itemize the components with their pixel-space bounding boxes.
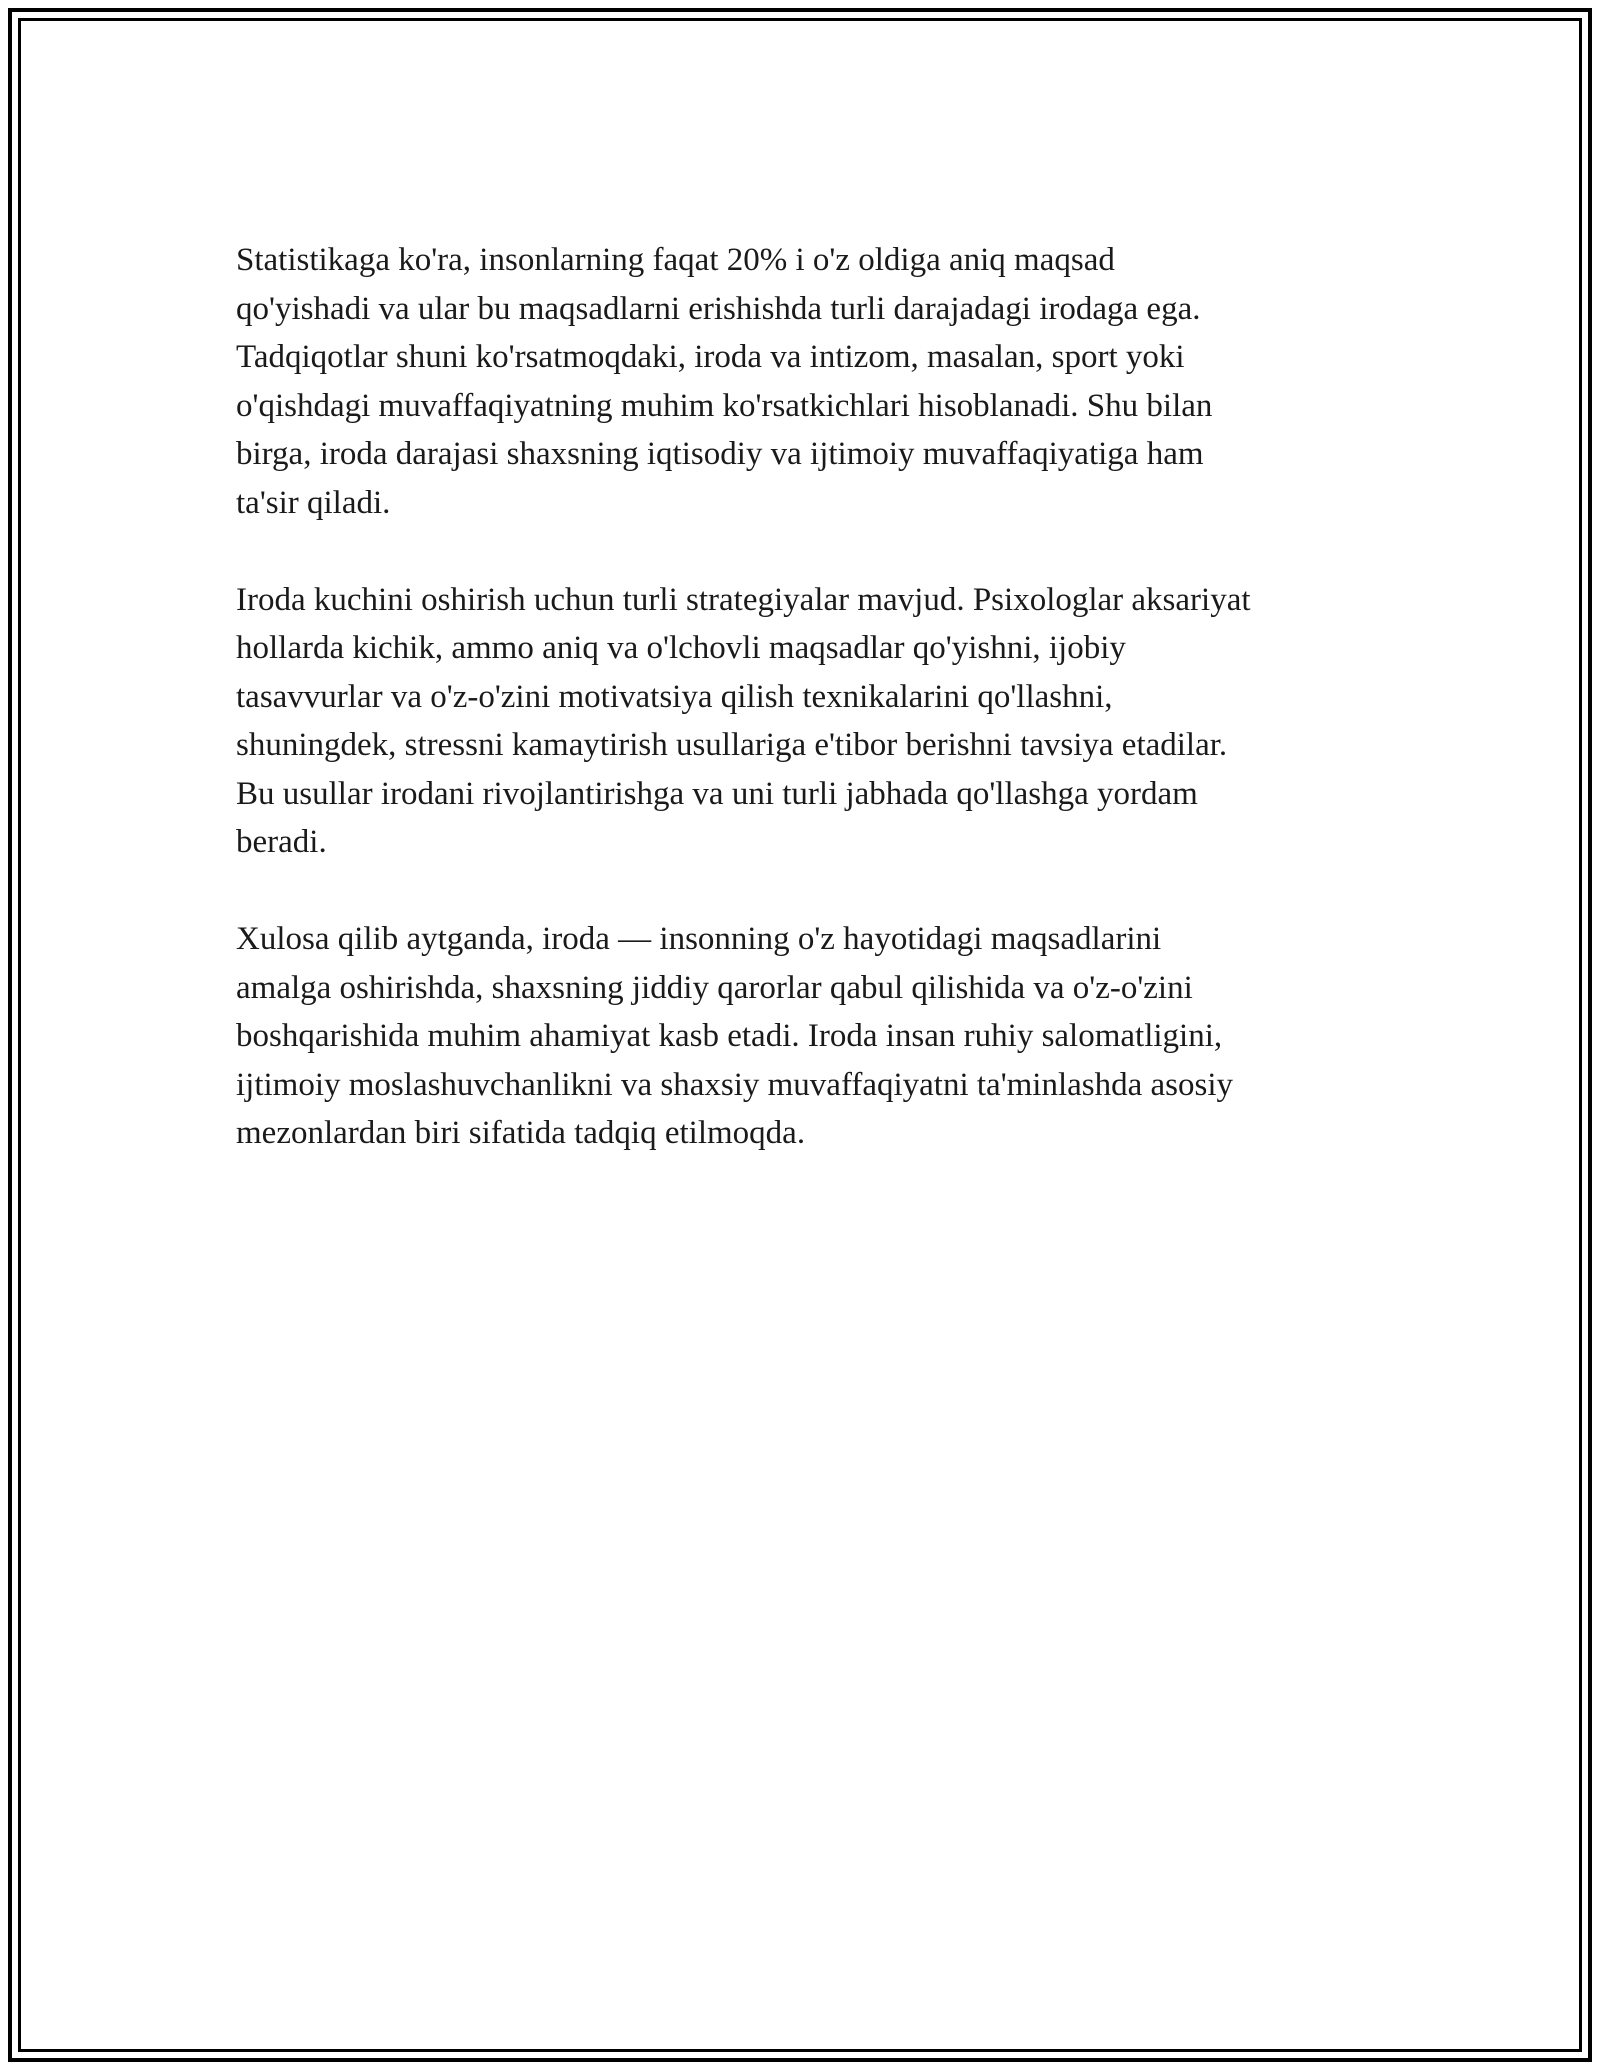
paragraph-line: amalga oshirishda, shaxsning jiddiy qarorlar qabul qilishida va o'z-o'zini: [236, 969, 1193, 1006]
document-body: [236, 236, 1386, 1206]
paragraph-line: Tadqiqotlar shuni ko'rsatmoqdaki, iroda va intizom, masalan, sport yoki: [236, 339, 1185, 375]
paragraph-conclusion: [236, 915, 1386, 1158]
paragraph-line: birga, iroda darajasi shaxsning iqtisodiy va ijtimoiy muvaffaqiyatiga ham: [236, 436, 1204, 472]
paragraph-line: Iroda kuchini oshirish uchun turli strategiyalar mavjud. Psixologlar aksariyat: [236, 581, 1251, 618]
paragraph-strategies: [236, 576, 1386, 867]
paragraph-line: qo'yishadi va ular bu maqsadlarni erishishda turli darajadagi irodaga ega.: [236, 290, 1201, 327]
paragraph-line: Statistikaga ko'ra, insonlarning faqat 20% i o'z oldiga aniq maqsad: [236, 242, 1115, 278]
paragraph-line: boshqarishida muhim ahamiyat kasb etadi. Iroda insan ruhiy salomatligini,: [236, 1018, 1223, 1054]
paragraph-line: tasavvurlar va o'z-o'zini motivatsiya qilish texnikalarini qo'llashni,: [236, 678, 1113, 715]
paragraph-line: o'qishdagi muvaffaqiyatning muhim ko'rsatkichlari hisoblanadi. Shu bilan: [236, 387, 1213, 424]
paragraph-line: shuningdek, stressni kamaytirish usullariga e'tibor berishni tavsiya etadilar.: [236, 727, 1228, 763]
paragraph-line: mezonlardan biri sifatida tadqiq etilmoqda.: [236, 1115, 806, 1151]
paragraph-line: ta'sir qiladi.: [236, 484, 391, 521]
paragraph-line: Bu usullar irodani rivojlantirishga va uni turli jabhada qo'llashga yordam: [236, 775, 1198, 812]
paragraph-line: Xulosa qilib aytganda, iroda — insonning o'z hayotidagi maqsadlarini: [236, 921, 1162, 957]
paragraph-statistics: [236, 236, 1386, 527]
paragraph-line: beradi.: [236, 824, 327, 860]
paragraph-line: ijtimoiy moslashuvchanlikni va shaxsiy muvaffaqiyatni ta'minlashda asosiy: [236, 1066, 1234, 1103]
paragraph-line: hollarda kichik, ammo aniq va o'lchovli maqsadlar qo'yishni, ijobiy: [236, 630, 1126, 666]
